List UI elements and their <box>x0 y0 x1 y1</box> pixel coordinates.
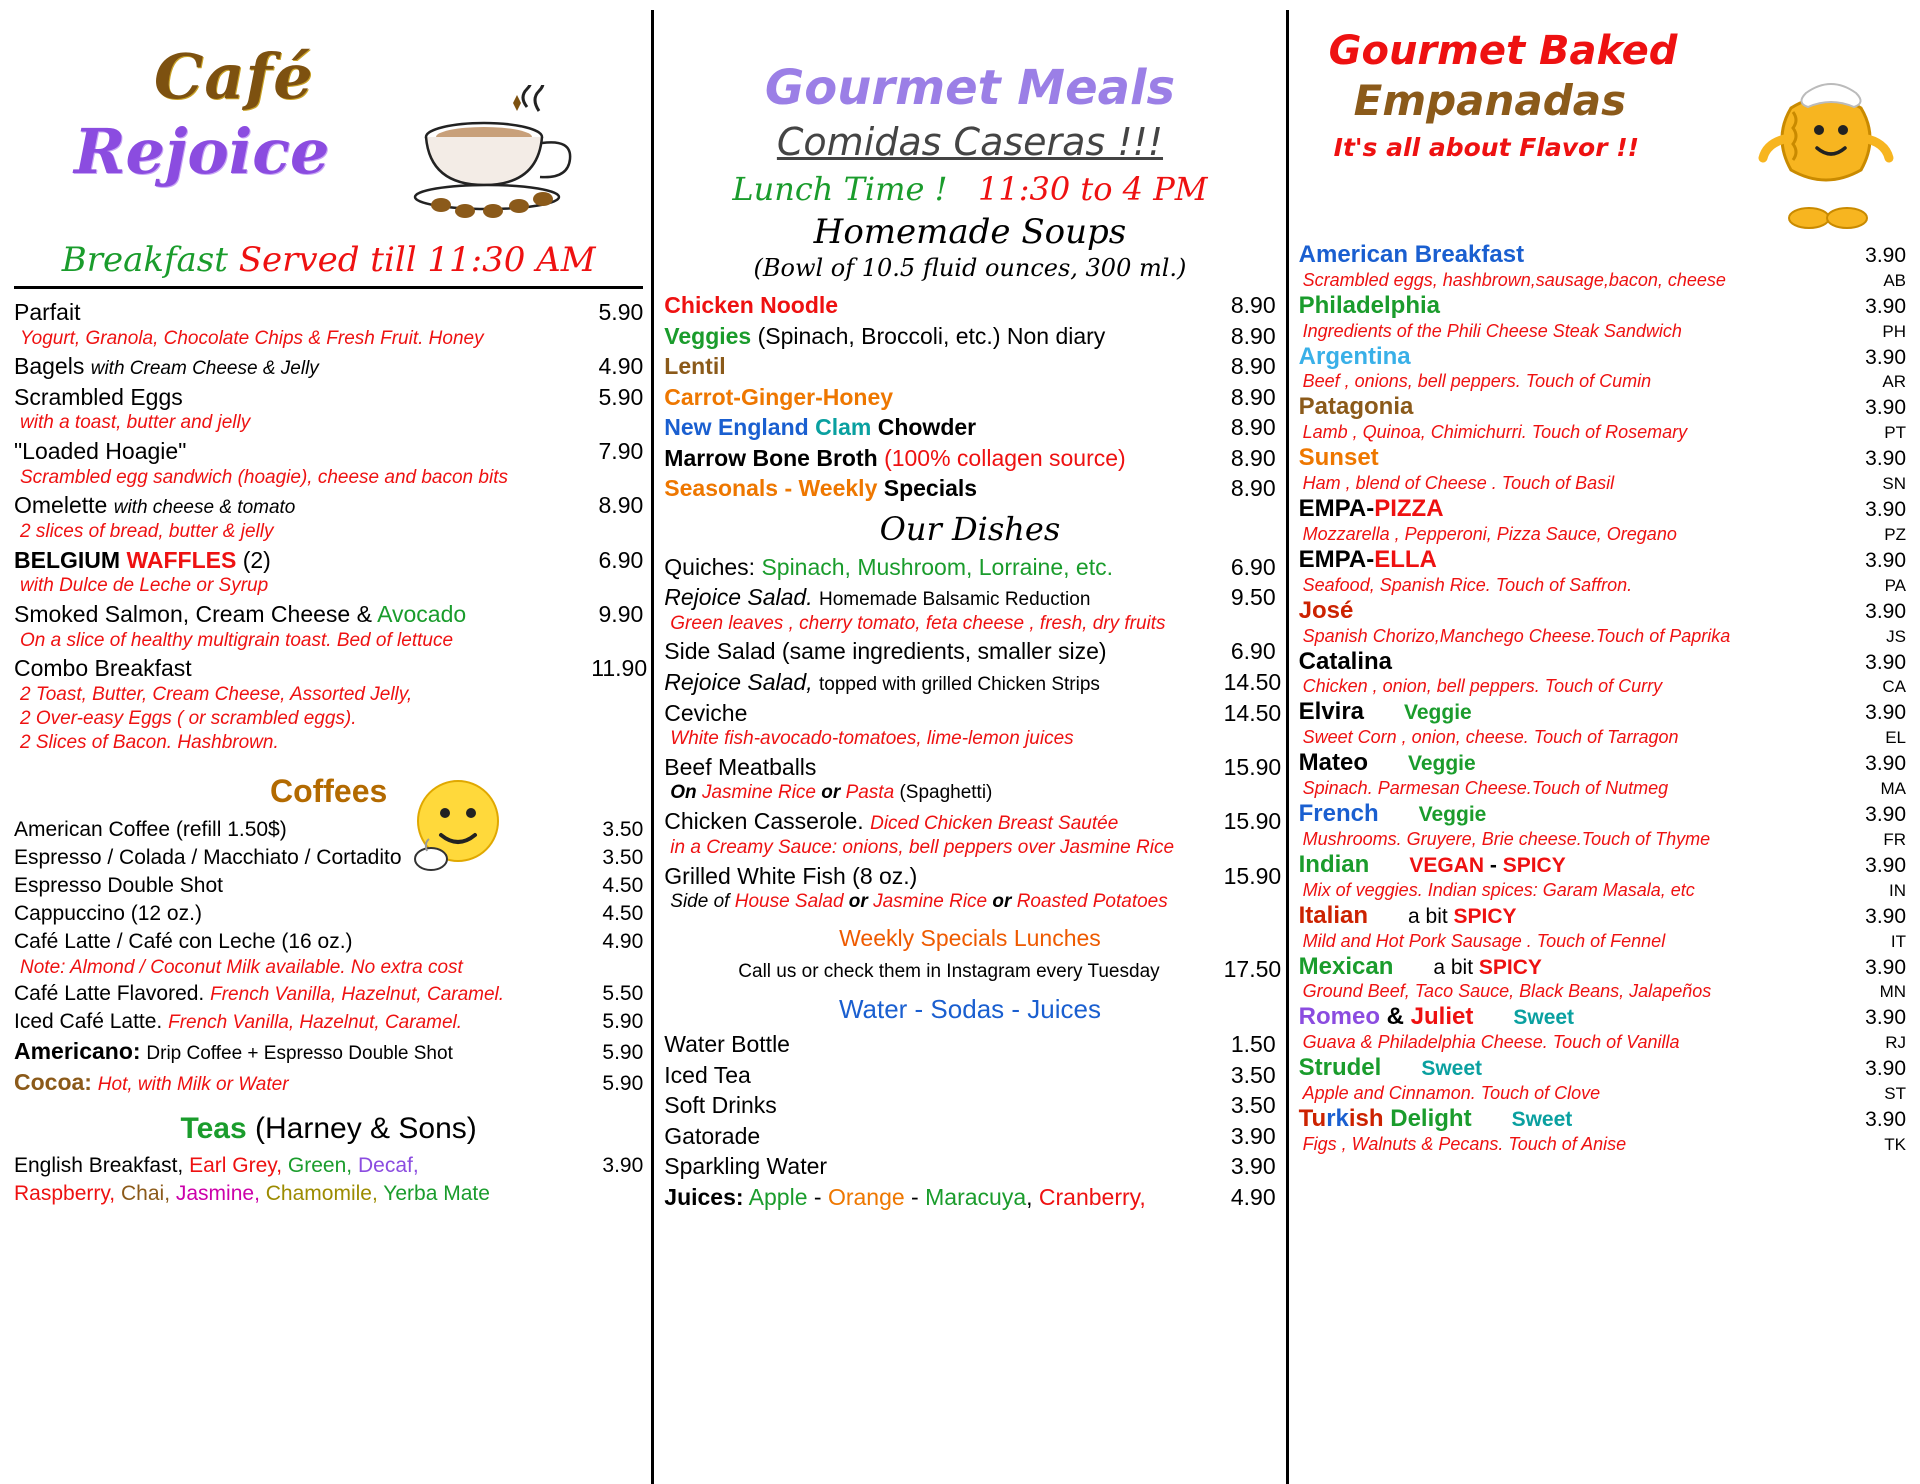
menu-item <box>14 545 643 576</box>
breakfast-column <box>14 10 651 1484</box>
item-name: Romeo & Juliet Sweet <box>1298 1003 1575 1031</box>
item-price: 3.50 <box>602 818 644 842</box>
empanadas-title-1: Gourmet Baked <box>1328 28 1678 74</box>
item-description: 2 Toast, Butter, Cream Cheese, Assorted Jelly, <box>20 683 413 705</box>
item-name: Seasonals - Weekly Specials <box>664 475 978 502</box>
item-description: Chicken , onion, bell peppers. Touch of Curry <box>1302 676 1663 697</box>
teas-heading-main: Teas <box>180 1112 247 1146</box>
item-name: Soft Drinks <box>664 1092 777 1119</box>
item-price: 8.90 <box>1230 292 1276 318</box>
item-price: 9.50 <box>1230 584 1276 611</box>
item-name: Combo Breakfast <box>14 655 192 682</box>
item-description: Ham , blend of Cheese . Touch of Basil <box>1302 473 1615 494</box>
item-description: Scrambled eggs, hashbrown,sausage,bacon, cheese <box>1302 269 1726 290</box>
item-name: Omelette with cheese & tomato <box>14 492 296 519</box>
empanadas-list <box>1299 240 1906 1155</box>
item-price: 3.90 <box>1865 345 1907 369</box>
logo-line-2: Rejoice <box>74 115 330 188</box>
item-price: 4.50 <box>602 902 644 926</box>
empanada-item <box>1299 1002 1906 1053</box>
menu-item <box>664 1090 1275 1121</box>
item-name: José <box>1298 596 1354 624</box>
item-price: 3.90 <box>1865 1006 1907 1030</box>
item-description: On Jasmine Rice or Pasta (Spaghetti) <box>670 782 993 804</box>
item-name: Espresso / Colada / Macchiato / Cortadito <box>14 846 402 870</box>
breakfast-heading-main: Breakfast <box>61 240 228 280</box>
soups-note: (Bowl of 10.5 fluid ounces, 300 ml.) <box>753 254 1187 282</box>
item-price: 3.90 <box>1865 447 1907 471</box>
item-code: PA <box>1884 575 1907 595</box>
empanada-item <box>1299 596 1906 647</box>
item-price: 3.50 <box>602 846 644 870</box>
item-tag: a bit SPICY <box>1408 904 1517 928</box>
item-description: Lamb , Quinoa, Chimichurri. Touch of Rosemary <box>1302 422 1688 443</box>
item-price: 14.50 <box>1223 699 1282 726</box>
lunch-heading-hours: 11:30 to 4 PM <box>977 170 1208 208</box>
item-name: Bagels with Cream Cheese & Jelly <box>14 353 319 380</box>
item-price: 15.90 <box>1223 753 1282 780</box>
item-name: Catalina <box>1298 647 1393 675</box>
item-code: ST <box>1884 1084 1907 1103</box>
weekly-specials-note: Call us or check them in Instagram every Tuesday <box>738 960 1160 982</box>
item-name: Turkish Delight Sweet <box>1298 1105 1573 1133</box>
item-code: PH <box>1882 321 1907 341</box>
item-price: 5.50 <box>602 982 644 1006</box>
item-price: 5.90 <box>598 383 644 410</box>
item-code: IN <box>1889 880 1907 900</box>
tea-raspberry: Raspberry, <box>14 1182 116 1206</box>
gourmet-meals-subtitle: Comidas Caseras !!! <box>776 120 1164 164</box>
item-name: Parfait <box>14 299 81 325</box>
item-price: 8.90 <box>598 492 644 519</box>
item-price: 6.90 <box>598 546 644 573</box>
item-description: White fish-avocado-tomatoes, lime-lemon juices <box>670 728 1074 750</box>
item-description: Mushrooms. Gruyere, Brie cheese.Touch of Thyme <box>1302 828 1711 849</box>
item-name: Rejoice Salad. Homemade Balsamic Reduction <box>664 584 1091 611</box>
smiley-coffee-icon <box>403 773 513 883</box>
item-price: 3.90 <box>1865 244 1907 267</box>
empanada-item <box>1299 952 1906 1003</box>
item-code: MN <box>1879 982 1907 1002</box>
item-name: Cappuccino (12 oz.) <box>14 902 202 926</box>
item-name: Beef Meatballs <box>664 753 817 780</box>
item-price: 5.90 <box>602 1010 644 1034</box>
item-price: 8.90 <box>1230 322 1276 349</box>
item-code: CA <box>1882 677 1907 697</box>
weekly-specials-price: 17.50 <box>1223 955 1282 982</box>
empanadas-column <box>1289 10 1906 1484</box>
item-code: AR <box>1882 372 1907 392</box>
item-description: Green leaves , cherry tomato, feta cheese , fresh, dry fruits <box>670 612 1166 634</box>
coffees-list <box>14 816 643 1098</box>
menu-item <box>14 900 643 928</box>
item-price: 3.90 <box>1865 650 1907 674</box>
item-name: EMPA-ELLA <box>1298 545 1437 573</box>
item-code: SN <box>1882 474 1907 494</box>
item-name: Lentil <box>664 353 726 380</box>
empanada-item <box>1299 240 1906 291</box>
item-name: Iced Café Latte. French Vanilla, Hazelnut, Caramel. <box>14 1010 463 1034</box>
tea-earl-grey: Earl Grey, <box>189 1154 283 1178</box>
item-price: 1.50 <box>1230 1031 1276 1058</box>
item-tag: Sweet <box>1511 1108 1573 1132</box>
item-name: Italian a bit SPICY <box>1298 901 1517 929</box>
item-name: Espresso Double Shot <box>14 874 223 898</box>
item-code: EL <box>1885 728 1907 748</box>
item-description-2: 2 Over-easy Eggs ( or scrambled eggs). <box>20 707 357 729</box>
menu-item <box>14 297 643 328</box>
item-price: 6.90 <box>1230 553 1276 580</box>
item-code: PZ <box>1884 524 1907 544</box>
item-price: 11.90 <box>591 655 648 682</box>
item-name: Sparkling Water <box>664 1153 828 1180</box>
item-tag: Veggie <box>1404 701 1472 725</box>
menu-item <box>14 980 643 1008</box>
breakfast-list <box>14 297 648 755</box>
empanadas-tagline: It's all about Flavor !! <box>1333 133 1640 162</box>
menu-item <box>664 351 1275 382</box>
item-description: Ground Beef, Taco Sauce, Black Beans, Jalapeños <box>1302 981 1712 1002</box>
menu-item <box>664 443 1275 474</box>
item-name: Strudel Sweet <box>1298 1054 1483 1082</box>
item-price: 3.90 <box>1865 853 1907 877</box>
item-name: Chicken Noodle <box>664 292 839 318</box>
item-description: Scrambled egg sandwich (hoagie), cheese and bacon bits <box>20 466 508 488</box>
empanada-item <box>1299 647 1906 698</box>
menu-item <box>664 667 1282 698</box>
empanada-item <box>1299 1104 1906 1155</box>
tea-chamomile: Chamomile, <box>265 1182 378 1206</box>
item-price: 7.90 <box>598 438 644 465</box>
item-name: American Coffee (refill 1.50$) <box>14 818 287 842</box>
item-name: Ceviche <box>664 699 748 726</box>
coffees-note: Note: Almond / Coconut Milk available. No extra cost <box>20 956 463 978</box>
item-description: Sweet Corn , onion, cheese. Touch of Tarragon <box>1302 727 1679 748</box>
empanada-item <box>1299 850 1906 901</box>
item-name: Grilled White Fish (8 oz.) <box>664 862 918 889</box>
menu-item <box>14 436 643 467</box>
menu-item <box>664 321 1275 352</box>
item-description: Side of House Salad or Jasmine Rice or Roasted Potatoes <box>670 891 1168 913</box>
item-tag: Veggie <box>1418 803 1487 827</box>
item-price: 3.90 <box>1865 548 1907 572</box>
item-name: Philadelphia <box>1298 291 1441 319</box>
menu-item <box>664 752 1282 783</box>
cafe-rejoice-logo <box>14 10 643 240</box>
item-name: Argentina <box>1298 342 1411 370</box>
empanada-item <box>1299 799 1906 850</box>
item-name: Side Salad (same ingredients, smaller size) <box>664 638 1107 665</box>
item-price: 8.90 <box>1230 444 1276 471</box>
menu-item <box>14 1036 643 1067</box>
menu-item <box>14 653 648 684</box>
item-name: Sunset <box>1298 444 1379 472</box>
menu-item <box>14 351 643 382</box>
item-description: 2 slices of bread, butter & jelly <box>20 521 274 543</box>
menu-item <box>664 582 1275 613</box>
item-description: Apple and Cinnamon. Touch of Clove <box>1302 1083 1601 1103</box>
menu-item <box>14 816 643 844</box>
item-price: 8.90 <box>1230 475 1276 502</box>
item-price: 3.90 <box>1865 1108 1907 1132</box>
gourmet-meals-title: Gourmet Meals <box>764 60 1176 116</box>
item-name: Scrambled Eggs <box>14 383 183 410</box>
item-code: JS <box>1886 626 1907 646</box>
soups-list <box>664 290 1275 504</box>
item-name: Juices: Apple - Orange - Maracuya, Cranberry, <box>664 1183 1146 1210</box>
item-price: 3.90 <box>1230 1153 1276 1180</box>
menu-item <box>14 928 643 956</box>
lunch-heading <box>664 170 1275 208</box>
item-name: Chicken Casserole. Diced Chicken Breast Sautée <box>664 808 1119 835</box>
item-name: Mateo Veggie <box>1298 749 1476 777</box>
item-price: 3.90 <box>1865 294 1907 318</box>
menu-item <box>664 806 1282 837</box>
menu-item <box>664 1121 1275 1152</box>
item-price: 15.90 <box>1223 808 1282 835</box>
item-name: Marrow Bone Broth (100% collagen source) <box>664 444 1126 471</box>
item-name: Iced Tea <box>664 1061 751 1088</box>
item-name: American Breakfast <box>1298 241 1525 268</box>
item-name: EMPA-PIZZA <box>1298 495 1444 523</box>
item-price: 9.90 <box>598 601 644 628</box>
item-price: 8.90 <box>1230 353 1276 380</box>
drinks-heading: Water - Sodas - Juices <box>838 994 1101 1025</box>
item-description-3: 2 Slices of Bacon. Hashbrown. <box>20 731 279 753</box>
item-price: 5.90 <box>602 1041 644 1065</box>
empanada-item <box>1299 291 1906 342</box>
item-tag: Sweet <box>1421 1057 1483 1081</box>
item-name: Indian VEGAN - SPICY <box>1298 850 1566 878</box>
item-name: Patagonia <box>1298 393 1414 421</box>
menu-item <box>664 1151 1275 1182</box>
empanadas-title-2: Empanadas <box>1353 76 1627 125</box>
empanada-item <box>1299 443 1906 494</box>
coffees-heading: Coffees <box>269 773 388 810</box>
item-description: Mix of veggies. Indian spices: Garam Masala, etc <box>1302 879 1695 900</box>
item-price: 14.50 <box>1223 668 1282 695</box>
item-description: in a Creamy Sauce: onions, bell peppers over Jasmine Rice <box>670 836 1175 858</box>
tea-jasmine: Jasmine, <box>175 1182 260 1206</box>
item-price: 3.90 <box>1865 1057 1907 1081</box>
item-description: On a slice of healthy multigrain toast. Bed of lettuce <box>20 629 454 651</box>
item-name: Gatorade <box>664 1122 761 1149</box>
item-price: 6.90 <box>1230 638 1276 665</box>
menu-item <box>14 872 643 900</box>
dishes-heading: Our Dishes <box>879 509 1061 548</box>
menu-item <box>14 490 643 521</box>
teas-line-1 <box>14 1152 643 1180</box>
menu-item <box>14 1067 643 1098</box>
menu-item <box>664 1182 1275 1213</box>
empanada-item <box>1299 494 1906 545</box>
item-price: 3.90 <box>1865 955 1907 979</box>
item-price: 4.50 <box>602 874 644 898</box>
menu-item <box>664 636 1275 667</box>
item-price: 8.90 <box>1230 414 1276 441</box>
item-tag: Sweet <box>1513 1006 1575 1030</box>
item-name: Cocoa: Hot, with Milk or Water <box>14 1069 289 1096</box>
item-name: Smoked Salmon, Cream Cheese & Avocado <box>14 601 467 628</box>
empanada-item <box>1299 748 1906 799</box>
menu-item <box>664 861 1282 892</box>
menu-item <box>14 1008 643 1036</box>
menu-item <box>664 473 1275 504</box>
item-name: Veggies (Spinach, Broccoli, etc.) Non diary <box>664 322 1106 349</box>
item-name: Elvira Veggie <box>1298 698 1472 726</box>
item-price: 8.90 <box>1230 383 1276 410</box>
empanada-item <box>1299 392 1906 443</box>
dishes-list <box>664 552 1282 915</box>
soups-heading: Homemade Soups <box>813 212 1127 252</box>
item-description: Yogurt, Granola, Chocolate Chips & Fresh Fruit. Honey <box>20 327 484 349</box>
lunch-column <box>651 10 1288 1484</box>
item-price: 3.90 <box>1865 599 1907 623</box>
item-price: 15.90 <box>1223 862 1282 889</box>
item-description: Ingredients of the Phili Cheese Steak Sandwich <box>1302 320 1682 341</box>
item-name: Quiches: Spinach, Mushroom, Lorraine, etc. <box>664 553 1113 580</box>
item-code: AB <box>1883 270 1907 290</box>
item-tag: Veggie <box>1407 752 1476 776</box>
menu-item <box>664 1029 1275 1060</box>
empanada-mascot-icon <box>1751 68 1901 238</box>
divider <box>14 286 643 289</box>
teas-heading-sub: (Harney & Sons) <box>255 1112 477 1146</box>
menu-item <box>14 844 643 872</box>
tea-english-breakfast: English Breakfast, <box>14 1154 184 1178</box>
menu-item <box>664 1060 1275 1091</box>
menu-item <box>664 290 1275 321</box>
tea-green: Green, <box>287 1154 353 1178</box>
item-name: Café Latte Flavored. French Vanilla, Hazelnut, Caramel. <box>14 982 505 1006</box>
menu-item <box>664 412 1275 443</box>
empanada-item <box>1299 1053 1906 1104</box>
empanada-item <box>1299 901 1906 952</box>
item-description: Spinach. Parmesan Cheese.Touch of Nutmeg <box>1302 778 1669 799</box>
item-name: Café Latte / Café con Leche (16 oz.) <box>14 930 353 954</box>
item-name: Rejoice Salad, topped with grilled Chicken Strips <box>664 668 1100 695</box>
empanada-item <box>1299 545 1906 596</box>
item-description: Mild and Hot Pork Sausage . Touch of Fennel <box>1302 930 1666 951</box>
item-code: PT <box>1884 423 1907 443</box>
item-code: TK <box>1884 1134 1907 1154</box>
item-price: 3.50 <box>1230 1061 1276 1088</box>
item-price: 5.90 <box>598 299 644 325</box>
empanada-item <box>1299 342 1906 393</box>
item-description: Guava & Philadelphia Cheese. Touch of Vanilla <box>1302 1032 1680 1053</box>
breakfast-heading-sub: Served till 11:30 AM <box>238 240 596 280</box>
item-description: Figs , Walnuts & Pecans. Touch of Anise <box>1302 1133 1627 1154</box>
item-price: 5.90 <box>602 1072 644 1096</box>
menu-item <box>664 552 1275 583</box>
item-price: 4.90 <box>1230 1183 1276 1210</box>
item-name: Carrot-Ginger-Honey <box>664 383 894 410</box>
item-description: with a toast, butter and jelly <box>20 412 251 434</box>
item-price: 3.90 <box>1865 803 1907 827</box>
item-price: 3.90 <box>1865 396 1907 420</box>
item-price: 3.90 <box>1865 701 1907 725</box>
menu-item <box>664 382 1275 413</box>
tea-chai: Chai, <box>121 1182 171 1206</box>
item-name: Mexican a bit SPICY <box>1298 952 1542 980</box>
item-code: RJ <box>1885 1033 1907 1053</box>
item-price: 3.90 <box>1230 1122 1276 1149</box>
tea-yerba-mate: Yerba Mate <box>383 1182 490 1206</box>
teas-heading <box>14 1112 643 1146</box>
item-tag: VEGAN - SPICY <box>1409 853 1566 877</box>
item-name: "Loaded Hoagie" <box>14 438 187 465</box>
lunch-heading-main: Lunch Time ! <box>732 170 948 208</box>
item-code: IT <box>1890 931 1907 951</box>
breakfast-heading <box>14 240 643 280</box>
drinks-list <box>664 1029 1275 1212</box>
item-price: 3.90 <box>1865 498 1907 522</box>
item-description: Seafood, Spanish Rice. Touch of Saffron. <box>1302 574 1633 595</box>
item-price: 3.50 <box>1230 1092 1276 1119</box>
item-description: Beef , onions, bell peppers. Touch of Cumin <box>1302 371 1652 392</box>
menu-item <box>14 382 643 413</box>
item-name: BELGIUM WAFFLES (2) <box>14 546 271 573</box>
weekly-specials-row <box>664 954 1282 985</box>
item-price: 3.90 <box>1865 904 1907 928</box>
empanada-item <box>1299 697 1906 748</box>
tea-decaf: Decaf, <box>357 1154 419 1178</box>
item-price: 3.90 <box>1865 752 1907 776</box>
item-description: Spanish Chorizo,Manchego Cheese.Touch of Paprika <box>1302 625 1731 646</box>
item-description: Mozzarella , Pepperoni, Pizza Sauce, Oregano <box>1302 523 1677 544</box>
item-code: MA <box>1880 779 1907 799</box>
item-tag: a bit SPICY <box>1433 955 1542 979</box>
item-description: with Dulce de Leche or Syrup <box>20 575 269 597</box>
item-name: French Veggie <box>1298 800 1487 828</box>
menu-item <box>14 599 643 630</box>
logo-line-1: Café <box>154 40 314 113</box>
item-price: 4.90 <box>602 930 644 954</box>
item-name: New England Clam Chowder <box>664 414 977 441</box>
item-code: FR <box>1883 829 1907 849</box>
item-price: 4.90 <box>598 353 644 380</box>
coffee-cup-icon <box>409 85 609 225</box>
teas-line-2 <box>14 1180 643 1208</box>
item-name: Americano: Drip Coffee + Espresso Double Shot <box>14 1038 453 1065</box>
item-name: Water Bottle <box>664 1031 790 1058</box>
teas-price: 3.90 <box>602 1154 644 1178</box>
menu-item <box>664 698 1282 729</box>
weekly-specials-heading: Weekly Specials Lunches <box>839 924 1101 951</box>
